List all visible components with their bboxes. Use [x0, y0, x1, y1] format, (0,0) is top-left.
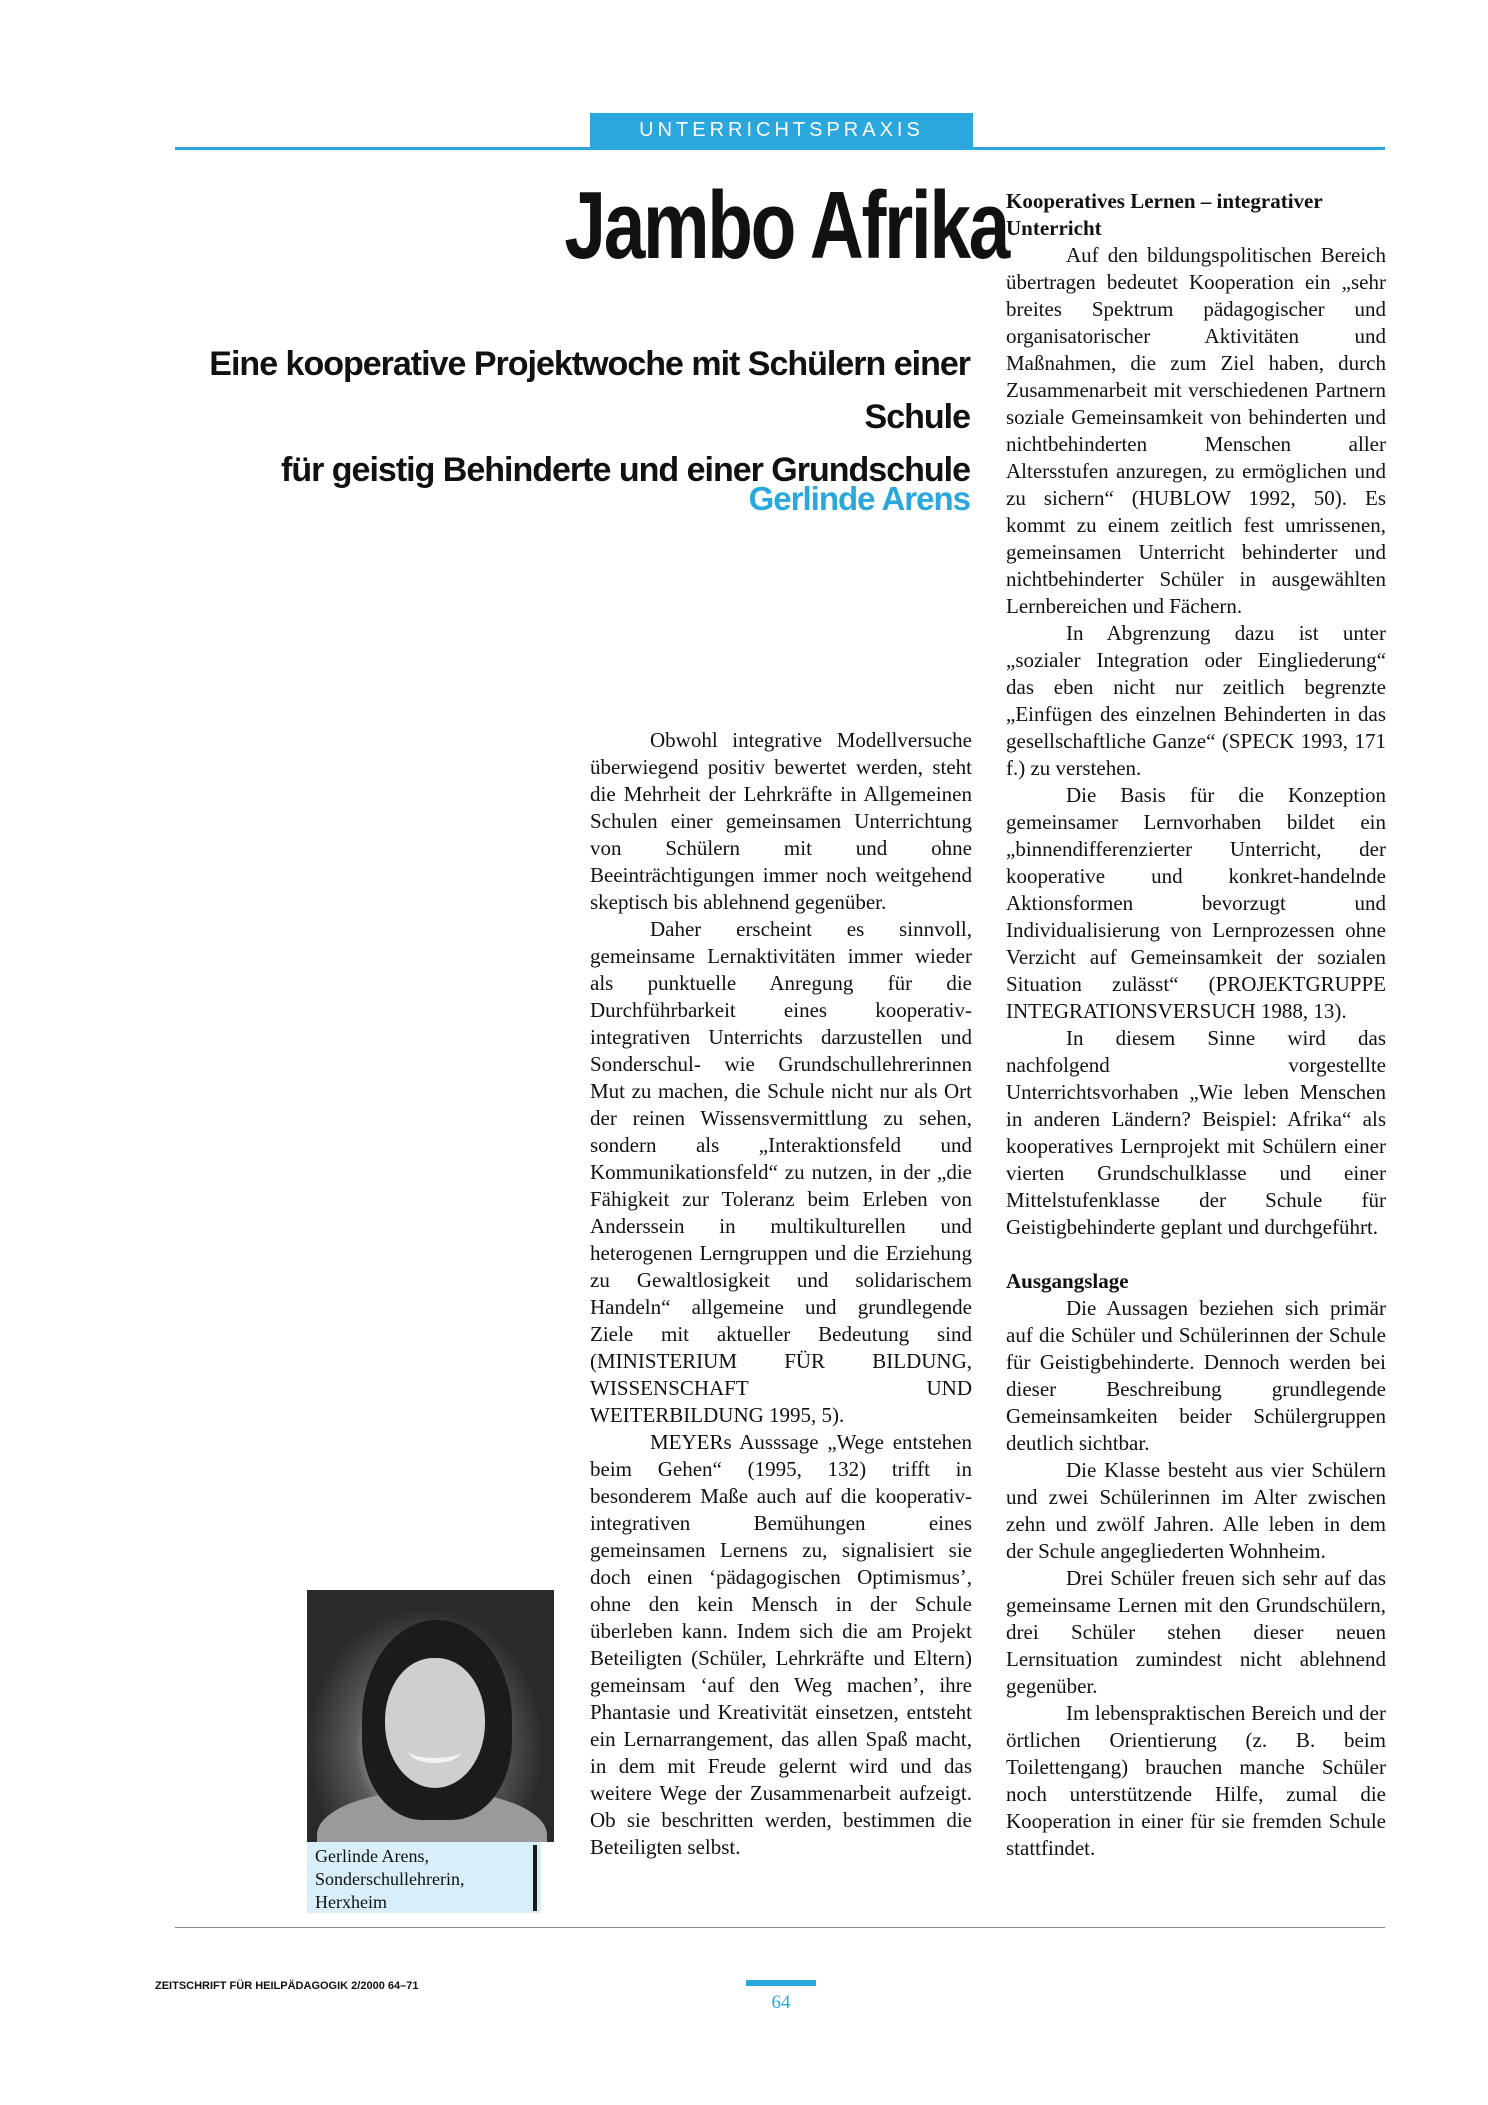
page-number: 64: [771, 1992, 791, 2013]
paragraph: Obwohl integrative Modellversuche überwiegend positiv bewertet werden, steht die Mehrheit der Lehrkräfte in Allgemeinen Schulen einer gemeinsamen Unterrichtung von Schülern mit und ohne Beeinträchtigungen immer noch weitgehend skeptisch bis ablehnend gegenüber.: [590, 728, 972, 914]
journal-citation: ZEITSCHRIFT FÜR HEILPÄDAGOGIK 2/2000 64–71: [155, 1980, 419, 1992]
article-author: Gerlinde Arens: [748, 480, 970, 517]
caption-line: Sonderschullehrerin,: [315, 1869, 465, 1889]
caption-shadow: [533, 1845, 537, 1911]
caption-line: Gerlinde Arens,: [315, 1846, 429, 1866]
paragraph: Die Basis für die Konzeption gemeinsamer Lernvorhaben bildet ein „binnendifferenzierter Unterricht, der kooperative und konkret-handelnde Aktionsformen bevorzugt und Individualisierung von Lernprozessen ohne Verzicht auf Gemeinsamkeit der sozialen Situation zulässt“ (PROJEKTGRUPPE INTEGRATIONSVERSUCH 1988, 13).: [1006, 783, 1386, 1023]
body-column-right: [1006, 188, 1386, 1862]
paragraph: Die Klasse besteht aus vier Schülern und zwei Schülerinnen im Alter zwischen zehn und zwölf Jahren. Alle leben in dem der Schule angegliederten Wohnheim.: [1006, 1458, 1386, 1563]
paragraph: In diesem Sinne wird das nachfolgend vorgestellte Unterrichtsvorhaben „Wie leben Menschen in anderen Ländern? Beispiel: Afrika“ als kooperatives Lernprojekt mit Schülern einer vierten Grundschulklasse und einer Mittelstufenklasse der Schule für Geistigbehinderte geplant und durchgeführt.: [1006, 1026, 1386, 1239]
subtitle-line: für geistig Behinderte und einer Grundschule: [281, 451, 970, 489]
paragraph: Daher erscheint es sinnvoll, gemeinsame Lernaktivitäten immer wieder als punktuelle Anregung für die Durchführbarkeit eines kooperativ-integrativen Unterrichts darzustellen und Sonderschul- wie Grundschullehrerinnen Mut zu machen, die Schule nicht nur als Ort der reinen Wissensvermittlung zu sehen, sondern als „Interaktionsfeld und Kommunikationsfeld“ zu nutzen, in der „die Fähigkeit zur Toleranz beim Erleben von Anderssein in multikulturellen und heterogenen Lerngruppen und die Erziehung zu Gewaltlosigkeit und solidarischem Handeln“ allgemeine und grundlegende Ziele mit aktueller Bedeutung sind (MINISTERIUM FÜR BILDUNG, WISSENSCHAFT UND WEITERBILDUNG 1995, 5).: [590, 917, 972, 1427]
paragraph: Auf den bildungspolitischen Bereich übertragen bedeutet Kooperation ein „sehr breites Spektrum pädagogischer und organisatorischer Aktivitäten und Maßnahmen, die zum Ziel haben, durch Zusammenarbeit mit verschiedenen Partnern soziale Gemeinsamkeit von behinderten und nichtbehinderten Menschen aller Altersstufen anzuregen, zu ermöglichen und zu sichern“ (HUBLOW 1992, 50). Es kommt zu einem zeitlich fest umrissenen, gemeinsamen Unterricht behinderter und nichtbehinderter Schüler in ausgewählten Lernbereichen und Fächern.: [1006, 243, 1386, 618]
article-subtitle: [200, 338, 970, 497]
page-number-bar: [746, 1980, 816, 1986]
subtitle-line: Eine kooperative Projektwoche mit Schülern einer Schule: [209, 345, 970, 436]
section-heading: Kooperatives Lernen – integrativer Unterricht: [1006, 189, 1323, 240]
photo-caption: [307, 1842, 541, 1913]
paragraph: Die Aussagen beziehen sich primär auf die Schüler und Schülerinnen der Schule für Geistigbehinderte. Dennoch werden bei dieser Beschreibung grundlegende Gemeinsamkeiten beider Schülergruppen deutlich sichtbar.: [1006, 1296, 1386, 1455]
bottom-rule: [175, 1927, 1385, 1928]
author-photo: [307, 1590, 554, 1842]
section-tag: UNTERRICHTSPRAXIS: [590, 113, 973, 148]
article-title: Jambo Afrika: [564, 172, 1008, 279]
section-heading: Ausgangslage: [1006, 1269, 1129, 1293]
top-rule: [175, 147, 1385, 150]
body-column-middle: [590, 727, 972, 1861]
paragraph: MEYERs Ausssage „Wege entstehen beim Gehen“ (1995, 132) trifft in besonderem Maße auch auf die kooperativ-integrativen Bemühungen eines gemeinsamen Lernens zu, signalisiert sie doch einen ‘pädagogischen Optimismus’, ohne den kein Mensch in der Schule überleben kann. Indem sich die am Projekt Beteiligten (Schüler, Lehrkräfte und Eltern) gemeinsam ‘auf den Weg machen’, ihre Phantasie und Kreativität einsetzen, entsteht ein Lernarrangement, das allen Spaß macht, in dem mit Freude gelernt wird und das weitere Wege der Zusammenarbeit aufzeigt. Ob sie beschritten werden, bestimmen die Beteiligten selbst.: [590, 1430, 972, 1859]
paragraph: Im lebenspraktischen Bereich und der örtlichen Orientierung (z. B. beim Toilettengang) brauchen manche Schüler noch unterstützende Hilfe, zumal die Kooperation in einer für sie fremden Schule stattfindet.: [1006, 1701, 1386, 1860]
paragraph: Drei Schüler freuen sich sehr auf das gemeinsame Lernen mit den Grundschülern, drei Schüler stehen dieser neuen Lernsituation zumindest nicht ablehnend gegenüber.: [1006, 1566, 1386, 1698]
caption-line: Herxheim: [315, 1892, 387, 1912]
paragraph: In Abgrenzung dazu ist unter „sozialer Integration oder Eingliederung“ das eben nicht nur zeitlich begrenzte „Einfügen des einzelnen Behinderten in das gesellschaftliche Ganze“ (SPECK 1993, 171 f.) zu verstehen.: [1006, 621, 1386, 780]
